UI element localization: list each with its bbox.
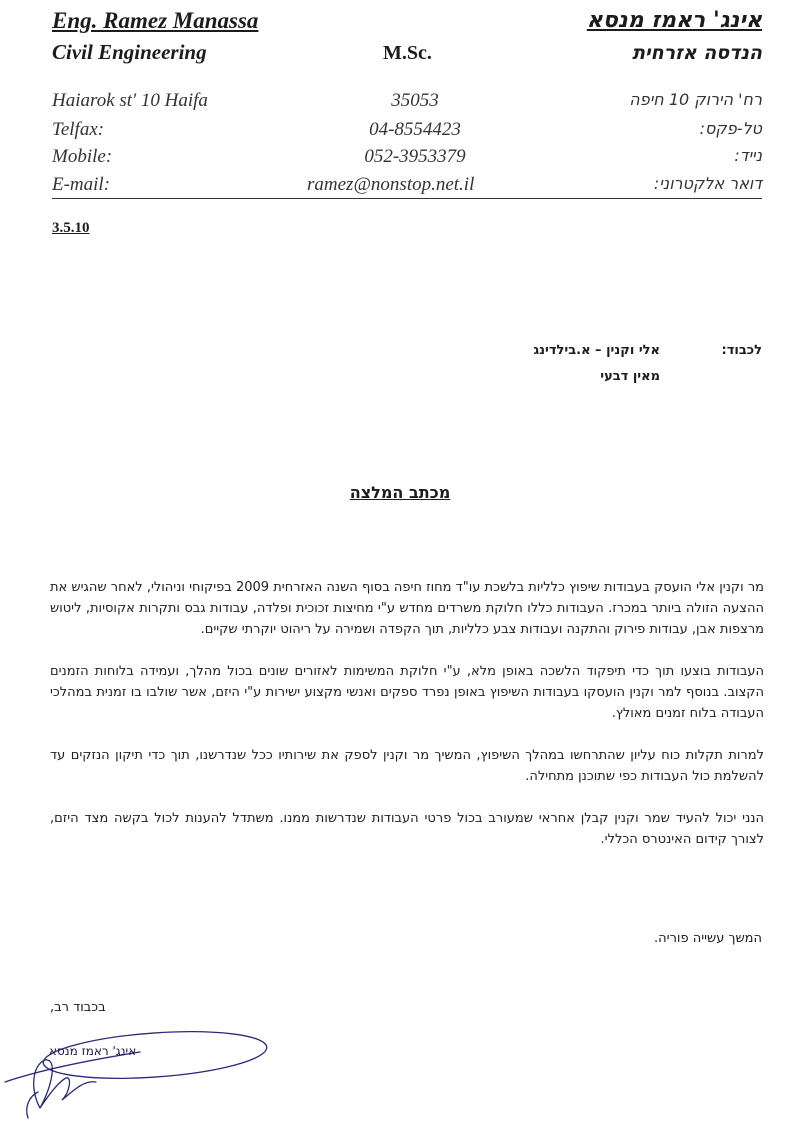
letterhead-degree: M.Sc.: [383, 42, 432, 64]
email-address: ramez@nonstop.net.il: [307, 174, 475, 195]
addressee-place: מאין דבעי: [600, 369, 660, 384]
addressee-label: לכבוד:: [721, 343, 762, 358]
address-english: Haiarok st' 10 Haifa: [52, 90, 208, 111]
address-row: [0, 90, 800, 116]
address-hebrew: רח' הירוק 10 חיפה: [629, 90, 762, 109]
telfax-row: [0, 119, 800, 145]
closing-line: המשך עשייה פוריה.: [654, 931, 762, 946]
email-row: [0, 174, 800, 200]
email-label-english: E-mail:: [52, 174, 111, 195]
subject-text: מכתב המלצה: [349, 483, 451, 502]
regards-line: בכבוד רב,: [50, 1000, 106, 1015]
letter-body: [50, 577, 764, 871]
mobile-label-hebrew: נייד:: [734, 146, 762, 165]
telfax-label-hebrew: טל-פקס:: [699, 119, 762, 138]
body-paragraph: הנני יכול להעיד שמר וקנין קבלן אחראי שמעורב בכול פרטי העבודות שנדרשות ממנו. משתדל להענות לכול בקשה מצד היזם, לצורך קידום האינטרס הכללי.: [50, 811, 764, 847]
mobile-row: [0, 146, 800, 172]
letterhead-hebrew-profession: הנדסה אזרחית: [632, 42, 762, 64]
telfax-label-english: Telfax:: [52, 119, 105, 140]
signature-stamp: אינג' ראמז מנסא: [49, 1044, 137, 1058]
postal-code: 35053: [391, 90, 439, 111]
mobile-label-english: Mobile:: [52, 146, 113, 167]
addressee-name: אלי וקנין – א.בילדינג: [533, 343, 660, 358]
letter-subject: [0, 483, 800, 502]
letterhead-hebrew-name: אינג' ראמז מנסא: [586, 8, 762, 33]
handwritten-signature: [0, 1020, 280, 1120]
letterhead-english-name: Eng. Ramez Manassa: [52, 8, 259, 33]
email-label-hebrew: דואר אלקטרוני:: [653, 174, 762, 193]
body-paragraph: העבודות בוצעו תוך כדי תיפקוד הלשכה באופן מלא, ע"י חלוקת המשימות לאזורים שונים בכול מהלך, ועמידה בלוחות הזמנים הקצוב. בנוסף למר וקנין הועסקו בעבודות השיפוץ באופן נפרד ספקים ואנשי מקצוע ישירות ע"י היזם, אשר שולבו בו זמנית במהלכי העבודה בלוח זמנים מאולץ.: [50, 664, 764, 721]
body-paragraph: מר וקנין אלי הועסק בעבודות שיפוץ כלליות בלשכת עו"ד מחוז חיפה בסוף השנה האזרחית 2009 בפיקוחי וניהולי, לאחר שהגיש את ההצעה הזולה ביותר במכרז. העבודות כללו חלוקת משרדים מחדש ע"י מחיצות זכוכית ופלדה, עבודות גבס ותקרות אקוסיות, ליטוש מרצפות אבן, עבודות פירוק והתקנה ועבודות צבע כלליות, תוך הקפדה ושמירה על ריהוט יוקרתי שקיים.: [50, 580, 764, 637]
letterhead-english-profession: Civil Engineering: [52, 40, 207, 64]
mobile-number: 052-3953379: [364, 146, 466, 167]
telfax-number: 04-8554423: [369, 119, 461, 140]
body-paragraph: למרות תקלות כוח עליון שהתרחשו במהלך השיפוץ, המשיך מר וקנין לספק את שירותיו ככל שנדרשנו, תוך כדי תיקון הנזקים עד להשלמת כול העבודות כפי שתוכנן מתחילה.: [50, 748, 764, 784]
letter-date: 3.5.10: [52, 220, 90, 236]
